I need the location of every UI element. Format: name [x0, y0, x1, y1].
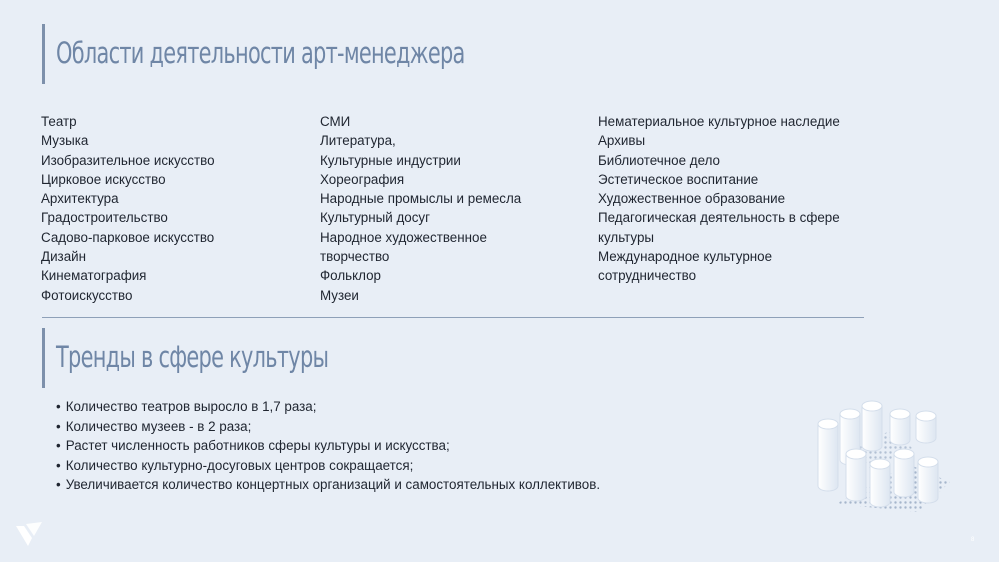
list-item: Художественное образование — [598, 191, 786, 207]
areas-column-3 — [598, 112, 840, 286]
list-item: Литература, — [320, 133, 396, 149]
page-title: Области деятельности арт-менеджера — [56, 36, 465, 70]
list-item: Фотоискусство — [41, 287, 133, 303]
list-item: Культурные индустрии — [320, 152, 461, 168]
list-item: • Увеличивается количество концертных организаций и самостоятельных коллективов. — [56, 475, 600, 495]
list-item: Эстетическое воспитание — [598, 171, 759, 187]
list-item: Театр — [41, 114, 77, 129]
list-item: • Количество музеев - в 2 раза; — [56, 417, 600, 437]
list-item: Педагогическая деятельность в сфере — [598, 210, 840, 226]
list-item: Цирковое искусство — [41, 171, 166, 187]
list-item: Фольклор — [320, 268, 381, 284]
list-item: • Растет численность работников сферы культуры и искусства; — [56, 436, 600, 456]
list-item: Изобразительное искусство — [41, 152, 215, 168]
list-item: Хореография — [320, 171, 405, 187]
list-item: Международное культурное — [598, 249, 773, 265]
list-item: Архитектура — [41, 191, 119, 207]
section-divider — [42, 317, 864, 318]
list-item: Градостроительство — [41, 210, 168, 226]
list-item: Кинематография — [41, 268, 147, 284]
section-title-trends: Тренды в сфере культуры — [56, 340, 329, 374]
areas-column-2 — [320, 112, 521, 305]
trends-list — [56, 397, 600, 495]
list-item: Дизайн — [41, 249, 87, 265]
list-item: сотрудничество — [598, 268, 697, 284]
list-item: культуры — [598, 229, 655, 245]
list-item: Библиотечное дело — [598, 152, 720, 168]
cylinders-graphic-icon — [808, 400, 958, 515]
section-bar-trends — [42, 328, 45, 388]
list-item: • Количество культурно-досуговых центров сокращается; — [56, 456, 600, 476]
list-item: Нематериальное культурное наследие — [598, 114, 840, 129]
list-item: Архивы — [598, 133, 646, 149]
list-item: Музыка — [41, 133, 89, 149]
logo-icon — [14, 520, 44, 548]
page-number: 8 — [971, 537, 975, 543]
list-item: СМИ — [320, 114, 351, 129]
list-item: • Количество театров выросло в 1,7 раза; — [56, 397, 600, 417]
list-item: Народное художественное — [320, 229, 487, 245]
list-item: Народные промыслы и ремесла — [320, 191, 522, 207]
list-item: Музеи — [320, 287, 359, 303]
areas-column-1 — [41, 112, 215, 305]
section-bar-areas — [42, 24, 45, 84]
list-item: Садово-парковое искусство — [41, 229, 215, 245]
list-item: творчество — [320, 249, 390, 265]
list-item: Культурный досуг — [320, 210, 430, 226]
